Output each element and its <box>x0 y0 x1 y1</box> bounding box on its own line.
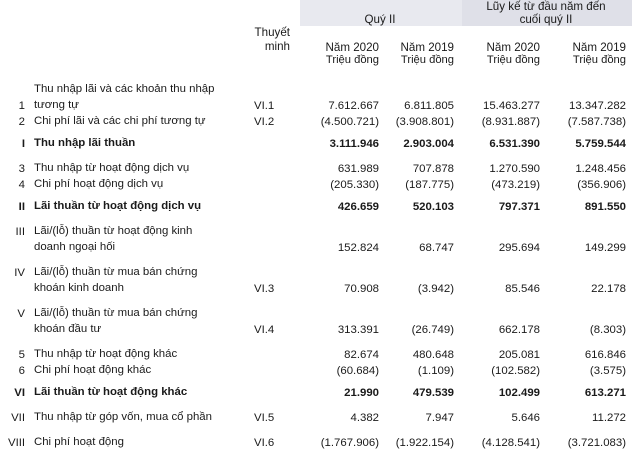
row-value-1: 3.111.946 <box>329 138 379 150</box>
row-value-4: (356.906) <box>577 179 626 191</box>
row-note <box>252 383 300 399</box>
row-value-2: (26.749) <box>411 324 454 336</box>
row-label-line2: khoán kinh doanh <box>34 281 124 294</box>
header-year-1: Năm 2020 <box>325 41 379 54</box>
header-year-4: Năm 2019 <box>572 41 626 54</box>
table-row <box>0 80 640 96</box>
row-index: I <box>21 138 25 150</box>
row-label: Thu nhập từ góp vốn, mua cổ phần <box>34 410 212 423</box>
row-value-4: (3.721.083) <box>567 437 626 449</box>
row-value-4: 5.759.544 <box>575 138 626 150</box>
row-value-3: 797.371 <box>498 201 540 213</box>
row-index: V <box>17 308 25 320</box>
row-value-2: 7.947 <box>425 412 454 424</box>
header-unit-1: Triệu đồng <box>325 54 379 66</box>
row-value-1: (4.500.721) <box>320 116 379 128</box>
row-gap <box>0 424 640 433</box>
row-value-1: (1.767.906) <box>320 437 379 449</box>
row-value-4: (3.575) <box>589 365 626 377</box>
header-group-quarter-line1: Quý II <box>364 13 396 26</box>
row-index-continued <box>0 238 34 254</box>
table-row <box>0 238 640 254</box>
row-index: 3 <box>18 163 25 175</box>
row-label-line1: Lãi/(lỗ) thuần từ hoạt động kinh <box>34 224 193 237</box>
row-value-2: 520.103 <box>412 201 454 213</box>
row-value-3: 85.546 <box>505 283 540 295</box>
row-label: Lãi thuần từ hoạt động dịch vụ <box>34 199 202 212</box>
row-value-1 <box>300 304 385 320</box>
row-value-1: 152.824 <box>337 242 379 254</box>
table-row <box>0 222 640 238</box>
row-value-4: (8.303) <box>589 324 626 336</box>
row-note <box>252 304 300 320</box>
row-index: II <box>18 201 25 213</box>
row-value-2: (3.908.801) <box>395 116 454 128</box>
row-gap <box>0 336 640 345</box>
row-note: VI.2 <box>254 116 275 128</box>
row-label: Chi phí hoạt động dịch vụ <box>34 177 164 190</box>
table-row <box>0 279 640 295</box>
row-value-3: 205.081 <box>498 349 540 361</box>
row-label-line1: Lãi/(lỗ) thuần từ mua bán chứng <box>34 265 198 278</box>
row-note <box>252 263 300 279</box>
header-year-2: Năm 2019 <box>400 41 454 54</box>
header-spacer-pad <box>632 0 640 26</box>
row-note <box>252 80 300 96</box>
row-index: VII <box>11 412 25 424</box>
row-value-3 <box>460 222 546 238</box>
table-row <box>0 361 640 377</box>
row-label: Lãi thuần từ hoạt động khác <box>34 385 188 398</box>
table-row <box>0 433 640 449</box>
row-note: VI.6 <box>254 437 275 449</box>
row-gap <box>0 254 640 263</box>
header-spacer-index <box>0 0 34 26</box>
row-value-4: 11.272 <box>592 412 626 424</box>
row-value-3: (102.582) <box>491 365 540 377</box>
row-index: 1 <box>18 100 25 112</box>
row-value-4 <box>546 263 632 279</box>
row-label-line2: doanh ngoại hối <box>34 240 116 253</box>
row-label: Thu nhập từ hoạt động dịch vụ <box>34 161 190 174</box>
row-note: VI.4 <box>254 324 275 336</box>
header-year-pad <box>632 26 640 54</box>
row-value-2: 2.903.004 <box>403 138 454 150</box>
row-gap <box>0 150 640 159</box>
row-note <box>252 175 300 191</box>
row-note <box>252 134 300 150</box>
row-value-3: (8.931.887) <box>481 116 540 128</box>
row-value-3: 5.646 <box>511 412 540 424</box>
header-note-row <box>0 26 640 54</box>
row-gap <box>0 399 640 408</box>
row-gap <box>0 213 640 222</box>
table-body <box>0 73 640 449</box>
row-label-line1: Lãi/(lỗ) thuần từ mua bán chứng <box>34 306 198 319</box>
row-value-2: 68.747 <box>419 242 454 254</box>
row-value-2: (1.109) <box>417 365 454 377</box>
table-row <box>0 197 640 213</box>
row-value-3: 295.694 <box>498 242 540 254</box>
header-spacer-note <box>252 0 300 26</box>
row-index: VIII <box>8 437 26 449</box>
row-note <box>252 238 300 254</box>
row-note <box>252 197 300 213</box>
header-note-line1: Thuyết <box>254 26 290 39</box>
row-value-1: (205.330) <box>330 179 379 191</box>
header-note-spacer-index <box>0 26 34 54</box>
header-unit-3: Triệu đồng <box>486 54 540 66</box>
header-note-column-title <box>34 26 300 54</box>
row-value-3: 6.531.390 <box>489 138 540 150</box>
header-unit-4: Triệu đồng <box>572 54 626 66</box>
row-index: 6 <box>18 365 25 377</box>
row-index: 4 <box>18 179 25 191</box>
row-value-1 <box>300 263 385 279</box>
row-value-4: 22.178 <box>591 283 626 295</box>
row-note: VI.5 <box>254 412 275 424</box>
row-value-1: 7.612.667 <box>328 100 379 112</box>
row-value-4: 616.846 <box>584 349 626 361</box>
table-row <box>0 345 640 361</box>
row-value-2 <box>385 263 460 279</box>
header-unit-spacer-index <box>0 54 34 73</box>
row-value-3: (473.219) <box>491 179 540 191</box>
header-spacer-label <box>34 0 252 26</box>
row-note <box>252 345 300 361</box>
table-row <box>0 96 640 112</box>
header-unit-spacer-label <box>34 54 252 73</box>
row-value-1: 21.990 <box>344 387 379 399</box>
row-index <box>0 80 34 96</box>
header-group-cumulative <box>460 0 632 26</box>
row-label-line2: tương tự <box>34 98 79 111</box>
row-value-3: 662.178 <box>498 324 540 336</box>
row-label-line1: Thu nhập lãi và các khoản thu nhập <box>34 82 215 95</box>
header-group-quarter <box>300 0 460 26</box>
row-value-4 <box>546 80 632 96</box>
header-group-cumulative-line2: cuối quý II <box>519 13 573 26</box>
row-value-1 <box>300 222 385 238</box>
row-value-3 <box>460 80 546 96</box>
table-row <box>0 134 640 150</box>
row-value-3 <box>460 304 546 320</box>
row-value-2: (1.922.154) <box>395 437 454 449</box>
header-unit-pad <box>632 54 640 73</box>
row-index-continued <box>0 279 34 295</box>
header-unit-spacer-note <box>252 54 300 73</box>
row-value-4: 1.248.456 <box>575 163 626 175</box>
row-value-1: 426.659 <box>337 201 379 213</box>
row-value-3: 15.463.277 <box>482 100 540 112</box>
row-label: Thu nhập từ hoạt động khác <box>34 347 178 360</box>
table-row <box>0 159 640 175</box>
header-bottom-gap <box>0 73 640 80</box>
row-value-2: 707.878 <box>412 163 454 175</box>
row-index: III <box>15 226 25 238</box>
table-header <box>0 0 640 73</box>
row-note <box>252 361 300 377</box>
table-row <box>0 408 640 424</box>
row-value-1: 70.908 <box>344 283 379 295</box>
header-unit-2: Triệu đồng <box>400 54 454 66</box>
table-row <box>0 112 640 128</box>
row-label: Chi phí lãi và các chi phí tương tự <box>34 114 206 127</box>
header-year-3: Năm 2020 <box>486 41 540 54</box>
row-value-3 <box>460 263 546 279</box>
row-label: Thu nhập lãi thuần <box>34 136 136 149</box>
row-value-2 <box>385 222 460 238</box>
row-value-2: 480.648 <box>412 349 454 361</box>
row-label: Chi phí hoạt động khác <box>34 363 152 376</box>
header-group-row <box>0 0 640 26</box>
row-label-line2: khoán đầu tư <box>34 322 102 335</box>
row-label: Chi phí hoạt động <box>34 435 124 448</box>
header-note-line2: minh <box>264 40 290 53</box>
row-index: IV <box>14 267 25 279</box>
row-value-1: 631.989 <box>337 163 379 175</box>
row-note <box>252 159 300 175</box>
row-value-1: (60.684) <box>336 365 379 377</box>
row-gap <box>0 295 640 304</box>
row-value-1: 82.674 <box>344 349 379 361</box>
row-index: 2 <box>18 116 25 128</box>
row-value-2 <box>385 304 460 320</box>
table-row <box>0 175 640 191</box>
row-value-4: 891.550 <box>584 201 626 213</box>
row-note <box>252 222 300 238</box>
row-value-1: 313.391 <box>337 324 379 336</box>
row-value-4 <box>546 222 632 238</box>
row-value-3: 1.270.590 <box>489 163 540 175</box>
table-row <box>0 383 640 399</box>
row-value-2: 479.539 <box>412 387 454 399</box>
row-note: VI.1 <box>254 100 275 112</box>
row-value-2: 6.811.805 <box>404 100 454 112</box>
row-value-4: 149.299 <box>584 242 626 254</box>
row-value-4: 613.271 <box>584 387 626 399</box>
row-value-4: (7.587.738) <box>567 116 626 128</box>
header-group-cumulative-line1: Lũy kế từ đầu năm đến <box>486 0 606 13</box>
row-value-1: 4.382 <box>350 412 379 424</box>
row-note: VI.3 <box>254 283 275 295</box>
row-index-continued <box>0 320 34 336</box>
table-row <box>0 320 640 336</box>
table-row <box>0 263 640 279</box>
row-value-4: 13.347.282 <box>568 100 626 112</box>
row-index: VI <box>14 387 25 399</box>
row-value-2: (3.942) <box>417 283 454 295</box>
row-index: 5 <box>18 349 25 361</box>
table-row <box>0 304 640 320</box>
row-value-3: (4.128.541) <box>481 437 540 449</box>
row-value-2: (187.775) <box>405 179 454 191</box>
row-value-3: 102.499 <box>498 387 540 399</box>
header-unit-row <box>0 54 640 73</box>
row-value-1 <box>300 80 385 96</box>
row-value-2 <box>385 80 460 96</box>
row-value-4 <box>546 304 632 320</box>
